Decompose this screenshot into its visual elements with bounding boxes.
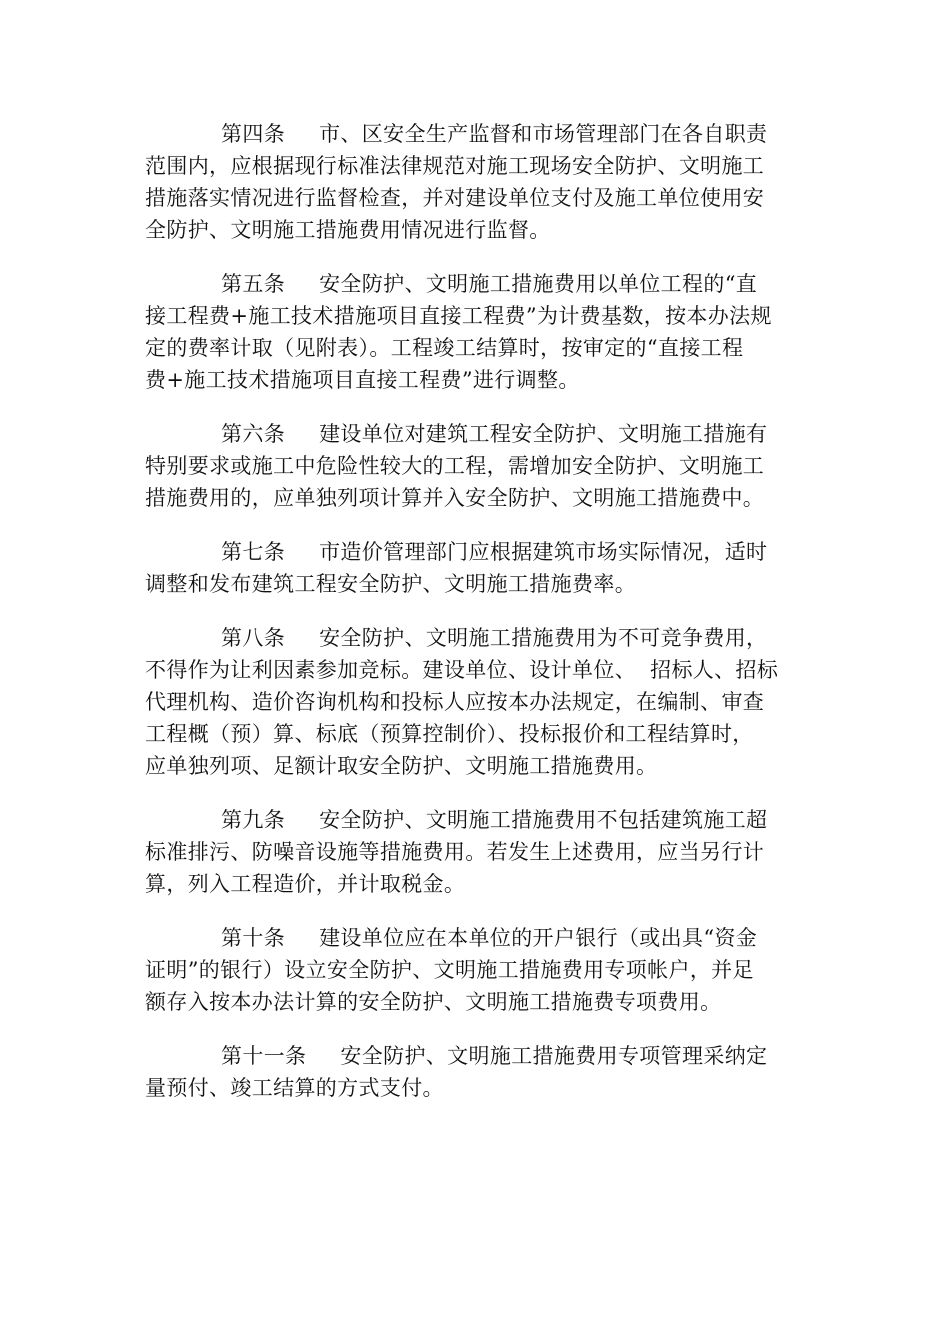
article-line: 量预付、竣工结算的方式支付。 [145, 1076, 444, 1100]
article-line: 工程概（预）算、标底（预算控制价）、投标报价和工程结算时， [145, 722, 754, 746]
article-7 [145, 536, 805, 600]
article-line [145, 804, 805, 836]
article-line: 证明”的银行）设立安全防护、文明施工措施费用专项帐户，并足 [145, 958, 754, 982]
article-10 [145, 922, 805, 1018]
article-line: 范围内，应根据现行标准法律规范对施工现场安全防护、文明施工 [145, 154, 765, 178]
article-6 [145, 418, 805, 514]
article-number: 第六条 [221, 422, 286, 446]
article-line [145, 1040, 805, 1072]
article-text: 建设单位应在本单位的开户银行（或出具“资金 [319, 926, 758, 950]
article-line [145, 118, 805, 150]
article-4 [145, 118, 805, 246]
article-number: 第五条 [221, 272, 286, 296]
article-number: 第十一条 [221, 1044, 307, 1068]
article-line [145, 418, 805, 450]
article-number: 第四条 [221, 122, 286, 146]
article-line [145, 622, 805, 654]
article-text: 市、区安全生产监督和市场管理部门在各自职责 [319, 122, 768, 146]
article-text: 安全防护、文明施工措施费用以单位工程的“直 [319, 272, 758, 296]
document-body [145, 118, 805, 1126]
article-9 [145, 804, 805, 900]
article-number: 第九条 [221, 808, 286, 832]
article-text: 安全防护、文明施工措施费用为不可竞争费用， [319, 626, 768, 650]
article-line: 费+施工技术措施项目直接工程费”进行调整。 [145, 368, 580, 392]
article-11 [145, 1040, 805, 1104]
article-line: 全防护、文明施工措施费用情况进行监督。 [145, 218, 551, 242]
article-number: 第十条 [221, 926, 286, 950]
article-line: 定的费率计取（见附表）。工程竣工结算时，按审定的“直接工程 [145, 336, 744, 360]
article-line: 调整和发布建筑工程安全防护、文明施工措施费率。 [145, 572, 637, 596]
article-text: 市造价管理部门应根据建筑市场实际情况，适时 [319, 540, 768, 564]
article-8 [145, 622, 805, 782]
article-5 [145, 268, 805, 396]
article-text: 建设单位对建筑工程安全防护、文明施工措施有 [319, 422, 768, 446]
article-line: 代理机构、造价咨询机构和投标人应按本办法规定，在编制、审查 [145, 690, 765, 714]
article-line: 标准排污、防噪音设施等措施费用。若发生上述费用，应当另行计 [145, 840, 765, 864]
article-line: 额存入按本办法计算的安全防护、文明施工措施费专项费用。 [145, 990, 722, 1014]
article-text: 安全防护、文明施工措施费用不包括建筑施工超 [319, 808, 768, 832]
article-line [145, 268, 805, 300]
article-line: 算，列入工程造价，并计取税金。 [145, 872, 466, 896]
article-number: 第七条 [221, 540, 286, 564]
article-text: 安全防护、文明施工措施费用专项管理采纳定 [340, 1044, 768, 1068]
article-line: 接工程费+施工技术措施项目直接工程费”为计费基数，按本办法规 [145, 304, 772, 328]
article-line: 措施费用的，应单独列项计算并入安全防护、文明施工措施费中。 [145, 486, 765, 510]
article-line [145, 536, 805, 568]
article-line [145, 922, 805, 954]
article-number: 第八条 [221, 626, 286, 650]
article-line: 特别要求或施工中危险性较大的工程，需增加安全防护、文明施工 [145, 454, 765, 478]
article-line: 应单独列项、足额计取安全防护、文明施工措施费用。 [145, 754, 658, 778]
article-line: 不得作为让利因素参加竞标。建设单位、设计单位、 招标人、招标 [145, 658, 779, 682]
article-line: 措施落实情况进行监督检查，并对建设单位支付及施工单位使用安 [145, 186, 765, 210]
